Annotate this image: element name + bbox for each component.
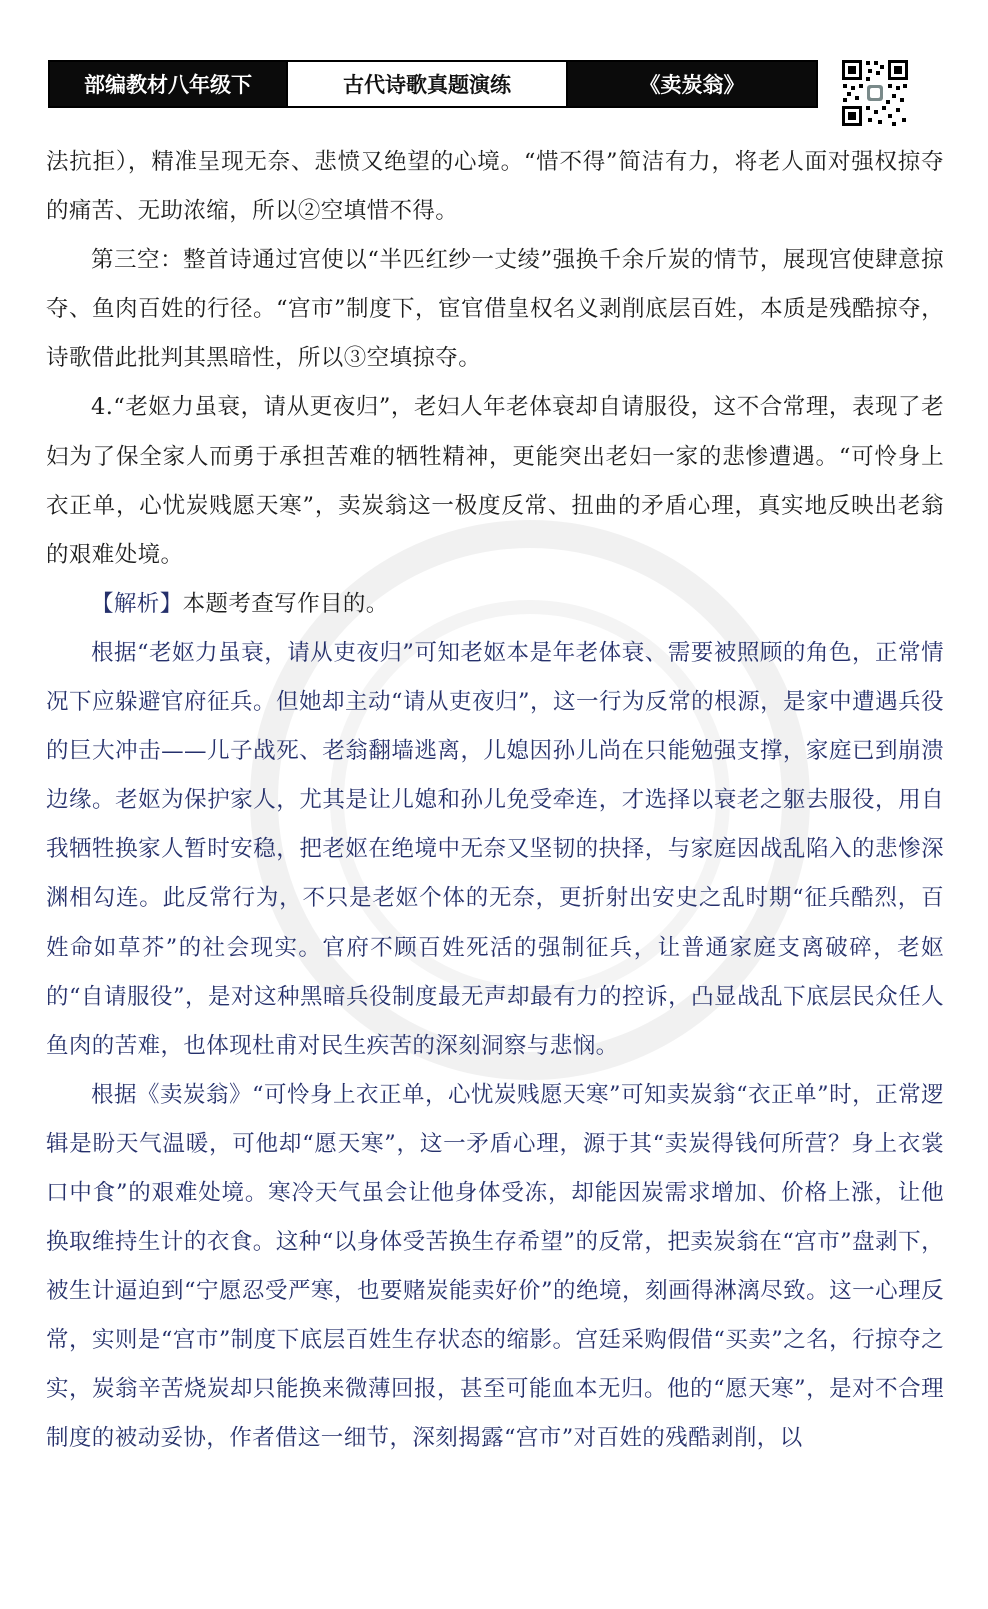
paragraph-analysis-old-woman: 根据“老妪力虽衰，请从吏夜归”可知老妪本是年老体衰、需要被照顾的角色，正常情况下应躲避官府征兵。但她却主动“请从吏夜归”，这一行为反常的根源，是家中遭遇兵役的巨大冲击——儿子战死、老翁翻墙逃离，儿媳因孙儿尚在只能勉强支撑，家庭已到崩溃边缘。老妪为保护家人，尤其是让儿媳和孙儿免受牵连，才选择以衰老之躯去服役，用自我牺牲换家人暂时安稳，把老妪在绝境中无奈又坚韧的抉择，与家庭因战乱陷入的悲惨深渊相勾连。此反常行为，不只是老妪个体的无奈，更折射出安史之乱时期“征兵酷烈，百姓命如草芥”的社会现实。官府不顾百姓死活的强制征兵，让普通家庭支离破碎，老妪的“自请服役”，是对这种黑暗兵役制度最无声却最有力的控诉，凸显战乱下底层民众任人鱼肉的苦难，也体现杜甫对民生疾苦的深刻洞察与悲悯。 bbox=[46, 639, 944, 1059]
analysis-bracket-label: 【解析】 bbox=[91, 590, 183, 617]
header-textbook: 部编教材八年级下 bbox=[50, 62, 286, 106]
paragraph-analysis-heading bbox=[46, 580, 944, 629]
paragraph-analysis-charcoal-seller: 根据《卖炭翁》“可怜身上衣正单，心忧炭贱愿天寒”可知卖炭翁“衣正单”时，正常逻辑是盼天气温暖，可他却“愿天寒”，这一矛盾心理，源于其“卖炭得钱何所营？身上衣裳口中食”的艰难处境。寒冷天气虽会让他身体受冻，却能因炭需求增加、价格上涨，让他换取维持生计的衣食。这种“以身体受苦换生存希望”的反常，把卖炭翁在“宫市”盘剥下，被生计逼迫到“宁愿忍受严寒，也要赌炭能卖好价”的绝境，刻画得淋漓尽致。这一心理反常，实则是“宫市”制度下底层百姓生存状态的缩影。宫廷采购假借“买卖”之名，行掠夺之实，炭翁辛苦烧炭却只能换来微薄回报，甚至可能血本无归。他的“愿天寒”，是对不合理制度的被动妥协，作者借这一细节，深刻揭露“宫市”对百姓的残酷剥削，以 bbox=[46, 1081, 944, 1452]
analysis-heading-text: 本题考查写作目的。 bbox=[182, 590, 389, 617]
qr-code-icon[interactable] bbox=[840, 58, 910, 128]
header-section: 古代诗歌真题演练 bbox=[286, 62, 568, 106]
header-poem: 《卖炭翁》 bbox=[568, 62, 816, 106]
document-body bbox=[46, 138, 944, 1464]
paragraph-third-blank: 第三空：整首诗通过宫使以“半匹红纱一丈绫”强换千余斤炭的情节，展现宫使肆意掠夺、鱼肉百姓的行径。“宫市”制度下，宦官借皇权名义剥削底层百姓，本质是残酷掠夺，诗歌借此批判其黑暗性，所以③空填掠夺。 bbox=[46, 247, 944, 372]
paragraph-continuation: 法抗拒），精准呈现无奈、悲愤又绝望的心境。“惜不得”简洁有力，将老人面对强权掠夺的痛苦、无助浓缩，所以②空填惜不得。 bbox=[46, 149, 944, 225]
paragraph-answer-4: 4.“老妪力虽衰，请从更夜归”，老妇人年老体衰却自请服役，这不合常理，表现了老妇为了保全家人而勇于承担苦难的牺牲精神，更能突出老妇一家的悲惨遭遇。“可怜身上衣正单，心忧炭贱愿天寒”，卖炭翁这一极度反常、扭曲的矛盾心理，真实地反映出老翁的艰难处境。 bbox=[46, 394, 944, 568]
page-header bbox=[48, 60, 818, 108]
